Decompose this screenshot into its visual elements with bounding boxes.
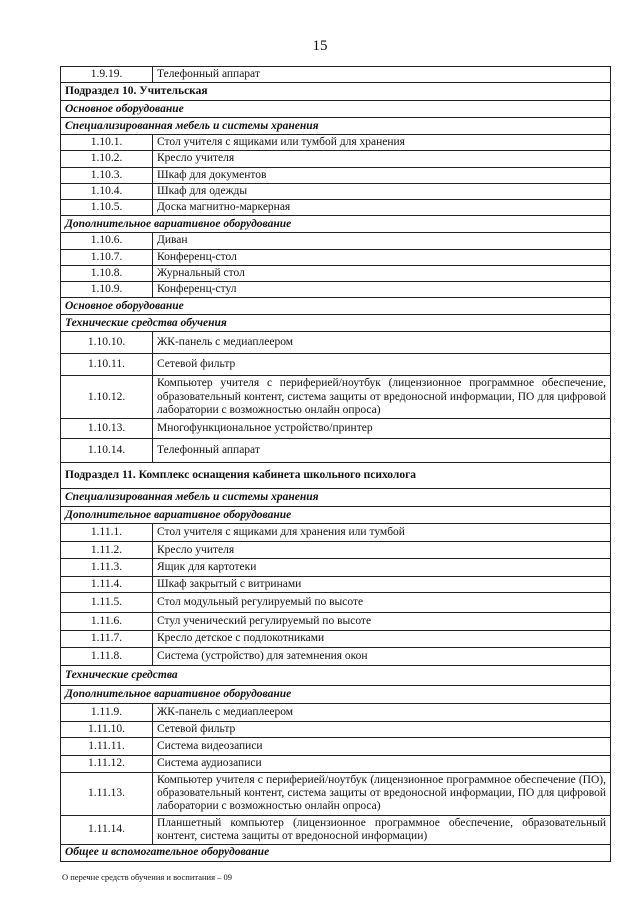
table-row (61, 419, 611, 439)
page-number: 15 (312, 38, 328, 54)
item-name: Конференц-стол (153, 249, 611, 265)
item-number: 1.11.7. (61, 631, 153, 647)
table-row (61, 755, 611, 772)
category-heading-row (61, 507, 611, 524)
category-title: Общее и вспомогательное оборудование (61, 844, 611, 861)
item-number: 1.11.8. (61, 647, 153, 665)
item-number: 1.11.3. (61, 559, 153, 577)
item-number: 1.10.6. (61, 233, 153, 249)
item-number: 1.10.9. (61, 281, 153, 297)
table-row (61, 376, 611, 419)
category-heading-row (61, 101, 611, 118)
item-number: 1.11.10. (61, 721, 153, 737)
item-number: 1.10.12. (61, 376, 153, 419)
item-name: Ящик для картотеки (153, 559, 611, 577)
item-number: 1.10.5. (61, 200, 153, 216)
table-row (61, 593, 611, 613)
table-row (61, 815, 611, 844)
table-row (61, 67, 611, 83)
table-row (61, 439, 611, 463)
table-row (61, 721, 611, 737)
item-number: 1.10.2. (61, 151, 153, 167)
item-name: Диван (153, 233, 611, 249)
item-number: 1.10.7. (61, 249, 153, 265)
category-title: Дополнительное вариативное оборудование (61, 216, 611, 233)
item-number: 1.10.10. (61, 332, 153, 354)
category-heading-row (61, 298, 611, 315)
table-row (61, 332, 611, 354)
table-row (61, 233, 611, 249)
item-name: Кресло учителя (153, 151, 611, 167)
item-number: 1.11.13. (61, 772, 153, 815)
item-number: 1.10.4. (61, 183, 153, 199)
item-number: 1.10.1. (61, 135, 153, 151)
table-row (61, 737, 611, 755)
category-heading-row (61, 665, 611, 685)
item-name: Кресло учителя (153, 542, 611, 559)
item-name: Шкаф для одежды (153, 183, 611, 199)
item-number: 1.11.11. (61, 737, 153, 755)
table-row (61, 167, 611, 183)
item-number: 1.11.5. (61, 593, 153, 613)
category-title: Дополнительное вариативное оборудование (61, 685, 611, 703)
category-heading-row (61, 315, 611, 332)
table-body (61, 67, 611, 862)
table-row (61, 631, 611, 647)
item-name: Система аудиозаписи (153, 755, 611, 772)
category-title: Технические средства (61, 665, 611, 685)
table-row (61, 265, 611, 281)
item-name: Система видеозаписи (153, 737, 611, 755)
item-name: Шкаф для документов (153, 167, 611, 183)
item-name: Многофункциональное устройство/принтер (153, 419, 611, 439)
item-name: Система (устройство) для затемнения окон (153, 647, 611, 665)
item-name: Планшетный компьютер (лицензионное программное обеспечение, образовательный контент, система защиты от вредоносной информации) (153, 815, 611, 844)
category-heading-row (61, 844, 611, 861)
section-title: Подраздел 10. Учительская (61, 83, 611, 101)
category-title: Специализированная мебель и системы хранения (61, 489, 611, 507)
item-number: 1.11.12. (61, 755, 153, 772)
category-heading-row (61, 685, 611, 703)
category-title: Технические средства обучения (61, 315, 611, 332)
item-name: ЖК-панель с медиаплеером (153, 332, 611, 354)
item-name: Конференц-стул (153, 281, 611, 297)
item-name: Доска магнитно-маркерная (153, 200, 611, 216)
table-row (61, 647, 611, 665)
table-row (61, 151, 611, 167)
item-name: Телефонный аппарат (153, 67, 611, 83)
item-number: 1.11.1. (61, 524, 153, 542)
section-title: Подраздел 11. Комплекс оснащения кабинета школьного психолога (61, 463, 611, 489)
item-name: ЖК-панель с медиаплеером (153, 703, 611, 721)
item-name: Стул ученический регулируемый по высоте (153, 613, 611, 631)
item-name: Шкаф закрытый с витринами (153, 577, 611, 593)
item-number: 1.10.14. (61, 439, 153, 463)
item-number: 1.11.14. (61, 815, 153, 844)
category-heading-row (61, 489, 611, 507)
item-number: 1.10.11. (61, 354, 153, 376)
item-name: Сетевой фильтр (153, 721, 611, 737)
table-row (61, 354, 611, 376)
table-row (61, 703, 611, 721)
item-number: 1.11.9. (61, 703, 153, 721)
section-heading-row (61, 83, 611, 101)
item-name: Сетевой фильтр (153, 354, 611, 376)
item-name: Компьютер учителя с периферией/ноутбук (лицензионное программное обеспечение (ПО), образовательный контент, система защиты от вредоносной информации, ПО для цифровой лаборатории с возможностью онлайн опроса) (153, 772, 611, 815)
table-row (61, 542, 611, 559)
category-heading-row (61, 216, 611, 233)
item-number: 1.10.8. (61, 265, 153, 281)
item-number: 1.10.13. (61, 419, 153, 439)
item-number: 1.11.2. (61, 542, 153, 559)
item-number: 1.10.3. (61, 167, 153, 183)
table-row (61, 281, 611, 297)
category-title: Основное оборудование (61, 101, 611, 118)
item-name: Стол учителя с ящиками или тумбой для хранения (153, 135, 611, 151)
category-heading-row (61, 118, 611, 135)
table-row (61, 577, 611, 593)
item-name: Журнальный стол (153, 265, 611, 281)
item-name: Телефонный аппарат (153, 439, 611, 463)
table-row (61, 772, 611, 815)
table-row (61, 183, 611, 199)
item-name: Кресло детское с подлокотниками (153, 631, 611, 647)
item-name: Стол учителя с ящиками для хранения или тумбой (153, 524, 611, 542)
table-row (61, 559, 611, 577)
equipment-table (60, 66, 611, 862)
table-row (61, 524, 611, 542)
item-name: Стол модульный регулируемый по высоте (153, 593, 611, 613)
category-title: Дополнительное вариативное оборудование (61, 507, 611, 524)
section-heading-row (61, 463, 611, 489)
table-row (61, 135, 611, 151)
item-number: 1.9.19. (61, 67, 153, 83)
page-footer: О перечне средств обучения и воспитания – 09 (62, 872, 232, 882)
item-name: Компьютер учителя с периферией/ноутбук (лицензионное программное обеспечение, образовательный контент, система защиты от вредоносной информации, ПО для цифровой лаборатории с возможностью онлайн опроса) (153, 376, 611, 419)
table-row (61, 200, 611, 216)
item-number: 1.11.4. (61, 577, 153, 593)
table-row (61, 249, 611, 265)
table-row (61, 613, 611, 631)
category-title: Специализированная мебель и системы хранения (61, 118, 611, 135)
item-number: 1.11.6. (61, 613, 153, 631)
category-title: Основное оборудование (61, 298, 611, 315)
